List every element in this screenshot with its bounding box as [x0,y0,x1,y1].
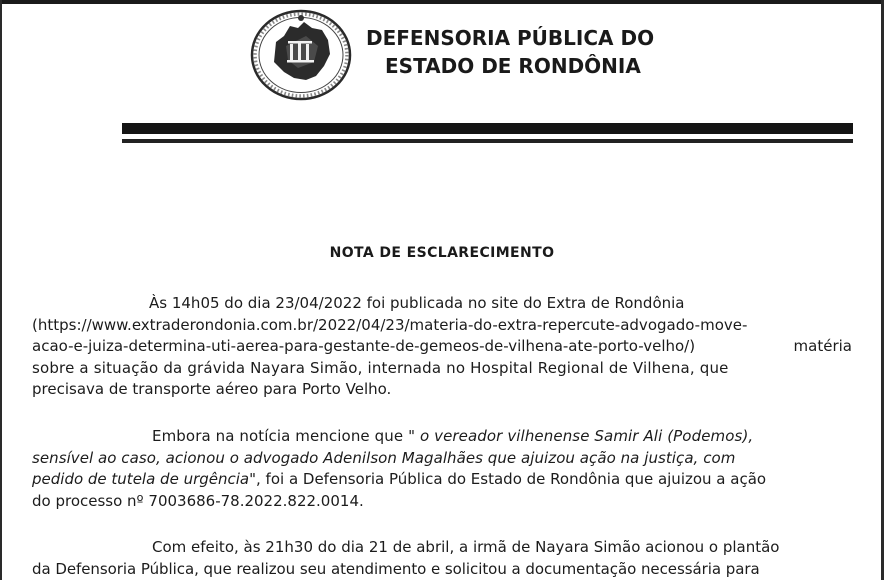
paragraph-1-line-4: sobre a situação da grávida Nayara Simão, internada no Hospital Regional de Vilhena, que [32,358,729,377]
source-url-text: acao-e-juiza-determina-uti-aerea-para-gestante-de-gemeos-de-vilhena-ate-porto-velho/) [32,337,696,355]
paragraph-1 [32,293,852,401]
paragraph-3-line-2: da Defensoria Pública, que realizou seu atendimento e solicitou a documentação necessária para [32,559,760,578]
paragraph-2-line-3 [32,469,852,491]
p1-line1-text: Às 14h05 do dia 23/04/2022 foi publicada no site do Extra de Rondônia [149,294,685,312]
org-name-line1: DEFENSORIA PÚBLICA DO [366,26,655,50]
paragraph-3 [32,537,852,580]
org-name-line2: ESTADO DE RONDÔNIA [385,54,641,78]
p2-line3-plain: , foi a Defensoria Pública do Estado de Rondônia que ajuizou a ação [256,470,767,488]
paragraph-2-line-2: sensível ao caso, acionou o advogado Adenilson Magalhães que ajuizou ação na justiça, com [32,448,736,467]
paragraph-1-line-2: (https://www.extraderondonia.com.br/2022/04/23/materia-do-extra-repercute-advogado-move- [32,315,748,334]
paragraph-2-line-1 [32,426,852,448]
p2-line1-plain: Embora na notícia mencione que [152,427,404,445]
header-rule-thick [122,123,853,134]
header-rule-thin [122,139,853,143]
state-seal-icon [246,6,356,102]
p1-line3-rest: matéria [793,337,852,355]
page-edge-top [0,0,884,4]
page-edge-left [0,0,2,580]
p2-line3-quote: pedido de tutela de urgência" [32,470,257,488]
p2-line1-quote: " o vereador vilhenense Samir Ali (Podemos), [408,427,754,445]
paragraph-1-line-1 [32,293,852,315]
paragraph-2 [32,426,852,512]
document-heading: NOTA DE ESCLARECIMENTO [329,245,555,261]
paragraph-1-line-5: precisava de transporte aéreo para Porto Velho. [32,380,392,398]
paragraph-2-line-4: do processo nº 7003686-78.2022.822.0014. [32,491,364,510]
paragraph-3-line-1: Com efeito, às 21h30 do dia 21 de abril, a irmã de Nayara Simão acionou o plantão [152,538,780,556]
organization-title [366,24,666,80]
paragraph-1-line-3 [32,336,852,358]
